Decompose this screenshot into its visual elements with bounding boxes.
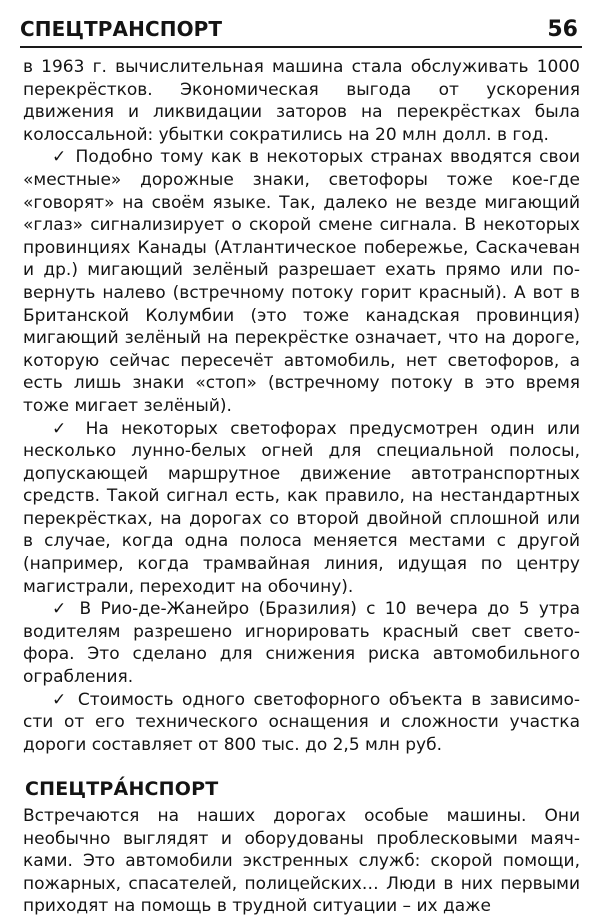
paragraph-text: Стоимость одного светофорного объекта в зависимости от его технического оснащения и сложности участка дороги составляет от 800 тыс. до 2,5 млн руб. [23, 689, 580, 755]
paragraph-text: На некоторых светофорах предусмотрен один или несколько лунно-белых огней для специальной полосы, допускающей маршрутное движение автотранспортных средств. Такой сигнал есть, как правило, на нестандартных перекрёстках, на дорогах со второй двойной сплошной или в случае, когда одна полоса меняется местами с другой (например, когда трамвайная линия, идущая по центру магистрали, переходит на обочину). [23, 418, 580, 597]
section-paragraph [23, 805, 580, 918]
paragraph-text: Встречаются на наших дорогах особые машины. Они необычно выглядят и оборудованы проблесковыми маячками. Это автомобили экстренных служб: скорой помощи, пожарных, спасателей, полицейских… Люди в них первыми приходят на помощь в трудной ситуации – их даже [23, 806, 580, 917]
checkmark-icon: ✓ [52, 599, 71, 620]
paragraph-text: В Рио-де-Жанейро (Бразилия) с 10 вечера до 5 утра водителям разрешено игнорировать красный свет светофора. Это сделано для снижения риска автомобильного ограбления. [23, 599, 580, 688]
checklist-paragraph [23, 689, 580, 757]
checkmark-icon: ✓ [52, 147, 69, 168]
paragraph-text: Подобно тому как в некоторых странах вводятся свои «местные» дорожные знаки, светофоры тоже кое-где «говорят» на своём языке. Так, далеко не везде мигающий «глаз» сигнализирует о скорой смене сигнала. В некоторых провинциях Канады (Атлантическое побережье, Саскачеван и др.) мигающий зелёный разрешает ехать прямо или повернуть налево (встречному потоку горит красный). А вот в Британской Колумбии (это тоже канадская провинция) мигающий зелёный на перекрёстке означает, что на дороге, которую сейчас пересечёт автомобиль, нет светофоров, а есть лишь знаки «стоп» (встречному потоку в это время тоже мигает зелёный). [23, 147, 580, 416]
checklist-paragraph [23, 146, 580, 417]
checklist-paragraph [23, 418, 580, 599]
section-heading: СПЕЦТРА́НСПОРТ [25, 778, 219, 801]
running-title: СПЕЦТРАНСПОРТ [20, 17, 223, 41]
page-body [23, 56, 580, 918]
checkmark-icon: ✓ [52, 689, 70, 710]
paragraph-text: в 1963 г. вычислительная машина стала обслуживать 1000 перекрёстков. Экономическая выгода от ускорения движения и ликвидации заторов на перекрёстках была колоссальной: убытки сократились на 20 млн долл. в год. [23, 57, 580, 145]
checklist-paragraph [23, 598, 580, 688]
paragraph-continuation [23, 56, 580, 146]
page-number: 56 [547, 17, 578, 42]
page-header [20, 10, 582, 48]
checkmark-icon: ✓ [52, 418, 74, 439]
